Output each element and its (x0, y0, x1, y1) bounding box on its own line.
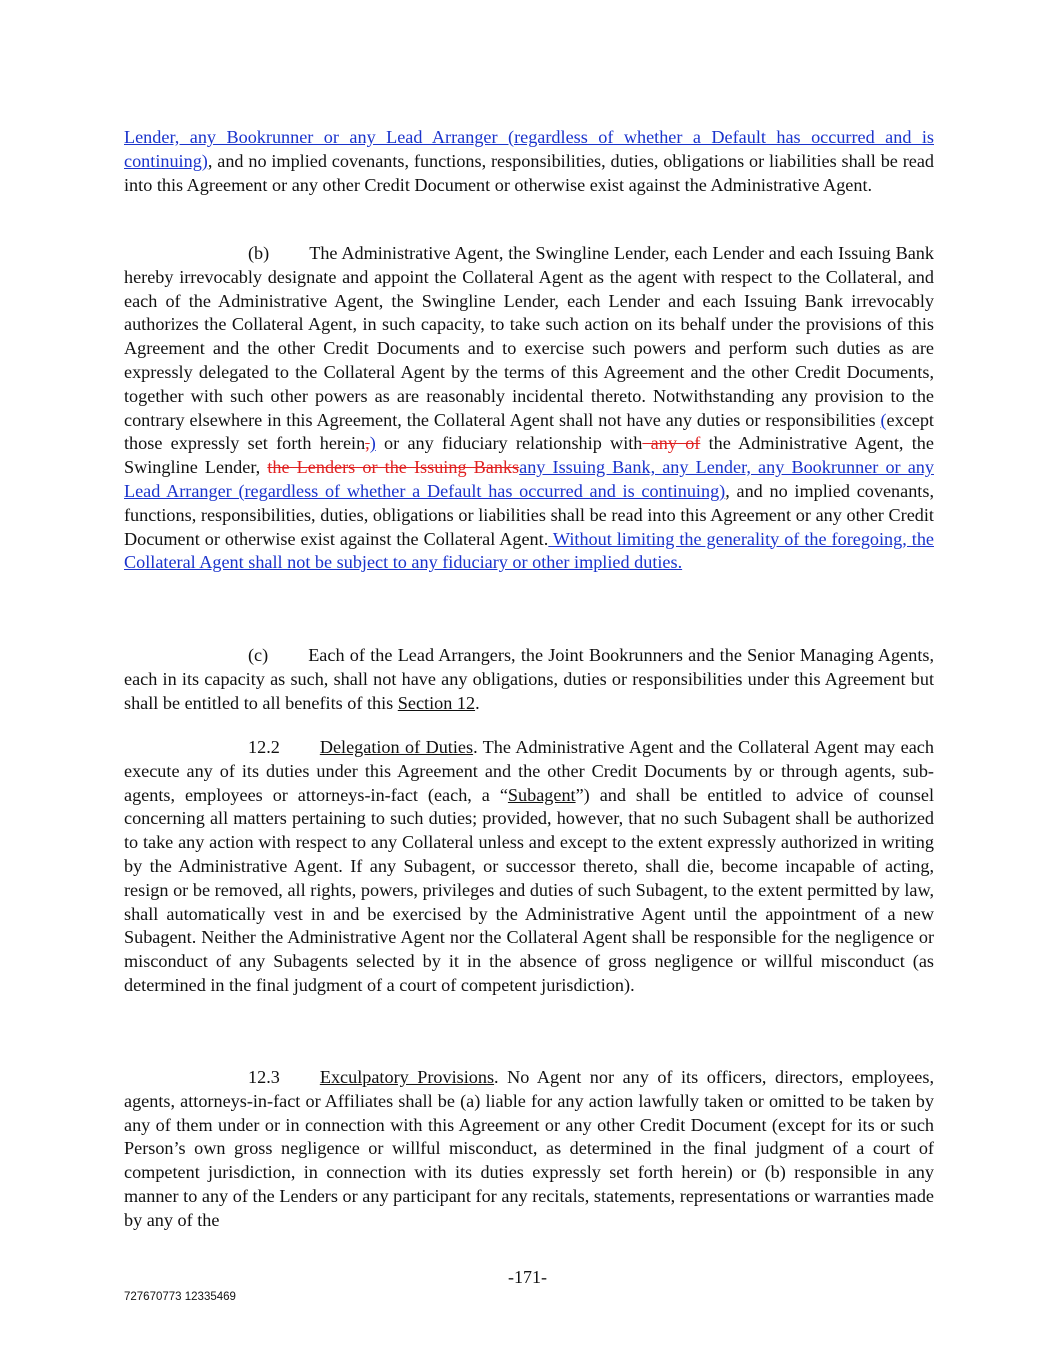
section-12-1-b (124, 242, 934, 575)
section-number: 12.3 (248, 1067, 280, 1087)
document-id: 727670773 12335469 (124, 1291, 236, 1303)
body-text: . No Agent nor any of its officers, directors, employees, agents, attorneys-in-fact or Affiliates shall be (a) liable for any action lawfully taken or omitted to be taken by any of them under or in connection with this Agreement or any other Credit Document (except for its or such Person’s own gross negligence or willful misconduct, as determined in the final judgment of a court of competent jurisdiction, in connection with its duties expressly set forth herein) or (b) responsible in any manner to any of the Lenders or any participant for any recitals, statements, representations or warranties made by any of the (124, 1067, 934, 1230)
body-text: Each of the Lead Arrangers, the Joint Bookrunners and the Senior Managing Agents, each in its capacity as such, shall not have any obligations, duties or responsibilities under this Agreement but shall be entitled to all benefits of this (124, 645, 934, 713)
section-reference: Section 12 (397, 692, 476, 713)
paragraph-12-2 (124, 736, 934, 998)
inserted-text: ) (369, 433, 376, 454)
body-text: . (475, 692, 480, 713)
body-text: . The Administrative Agent and the Collateral Agent may each execute any of its duties under this Agreement and the other Credit Documents by or through agents, sub-agents, employees or attorneys-in-fact (each, a “ (124, 737, 934, 805)
inserted-text: any Issuing Bank, any Lender, any Bookrunner or any Lead Arranger (regardless of whether a Default has occurred and is continuing) (124, 457, 934, 501)
section-12-1-c (124, 644, 934, 715)
page-number: -171- (508, 1267, 547, 1287)
section-12-2 (124, 736, 934, 998)
section-12-3 (124, 1066, 934, 1233)
clause-label: (c) (248, 645, 269, 665)
inserted-text: Without limiting the generality of the foregoing, the Collateral Agent shall not be subject to any fiduciary or other implied duties. (124, 528, 934, 573)
inserted-text: ( (880, 409, 887, 430)
paragraph-b (124, 242, 934, 575)
body-text: ”) and shall be entitled to advice of counsel concerning all matters pertaining to such duties; provided, however, that no such Subagent shall be authorized to take any action with respect to any Collateral unless and except to the extent expressly authorized in writing by the Administrative Agent. If any Subagent, or successor thereto, shall die, become incapable of acting, resign or be removed, all rights, powers, privileges and duties of such Subagent, to the extent permitted by law, shall automatically vest in and be exercised by the Administrative Agent until the appointment of a new Subagent. Neither the Administrative Agent nor the Collateral Agent shall be responsible for the negligence or misconduct of any Subagents selected by it in the absence of gross negligence or willful misconduct (as determined in the final judgment of a court of competent jurisdiction). (124, 784, 934, 995)
body-text: , and no implied covenants, functions, responsibilities, duties, obligations or liabilities shall be read into this Agreement or any other Credit Document or otherwise exist against the Collateral Agent. (124, 480, 934, 549)
body-text: the Administrative Agent, the Swingline Lender, (124, 433, 934, 478)
body-text: , and no implied covenants, functions, responsibilities, duties, obligations or liabilities shall be read into this Agreement or any other Credit Document or otherwise exist against the Administrative Agent. (124, 150, 934, 195)
deleted-text: the Lenders or the Issuing Banks (267, 457, 520, 478)
paragraph-12-3 (124, 1066, 934, 1233)
section-number: 12.2 (248, 737, 280, 757)
deleted-text: any of (642, 433, 701, 454)
inserted-text: Lender, any Bookrunner or any Lead Arranger (regardless of whether a Default has occurred and is continuing) (124, 127, 934, 171)
defined-term: Subagent (507, 784, 576, 805)
body-text: The Administrative Agent, the Swingline Lender, each Lender and each Issuing Bank hereby irrevocably designate and appoint the Collateral Agent as the agent with respect to the Collateral, and each of the Administrative Agent, the Swingline Lender, each Lender and each Issuing Bank irrevocably authorizes the Collateral Agent, in such capacity, to take such action on its behalf under the provisions of this Agreement and the other Credit Documents and to exercise such powers and perform such duties as are expressly delegated to the Collateral Agent by the terms of this Agreement and the other Credit Documents, together with such other powers as are reasonably incidental thereto. Notwithstanding any provision to the contrary elsewhere in this Agreement, the Collateral Agent shall not have any duties or responsibilities (124, 243, 934, 430)
body-text: except those expressly set forth herein (124, 409, 934, 454)
section-heading: Delegation of Duties (319, 737, 474, 757)
section-heading: Exculpatory Provisions (319, 1067, 495, 1087)
section-12-1-a-continuation (124, 126, 934, 197)
paragraph-c (124, 644, 934, 715)
clause-label: (b) (248, 243, 270, 263)
body-text: or any fiduciary relationship with (375, 433, 643, 454)
paragraph-a-tail (124, 126, 934, 197)
deleted-text: , (365, 433, 370, 454)
